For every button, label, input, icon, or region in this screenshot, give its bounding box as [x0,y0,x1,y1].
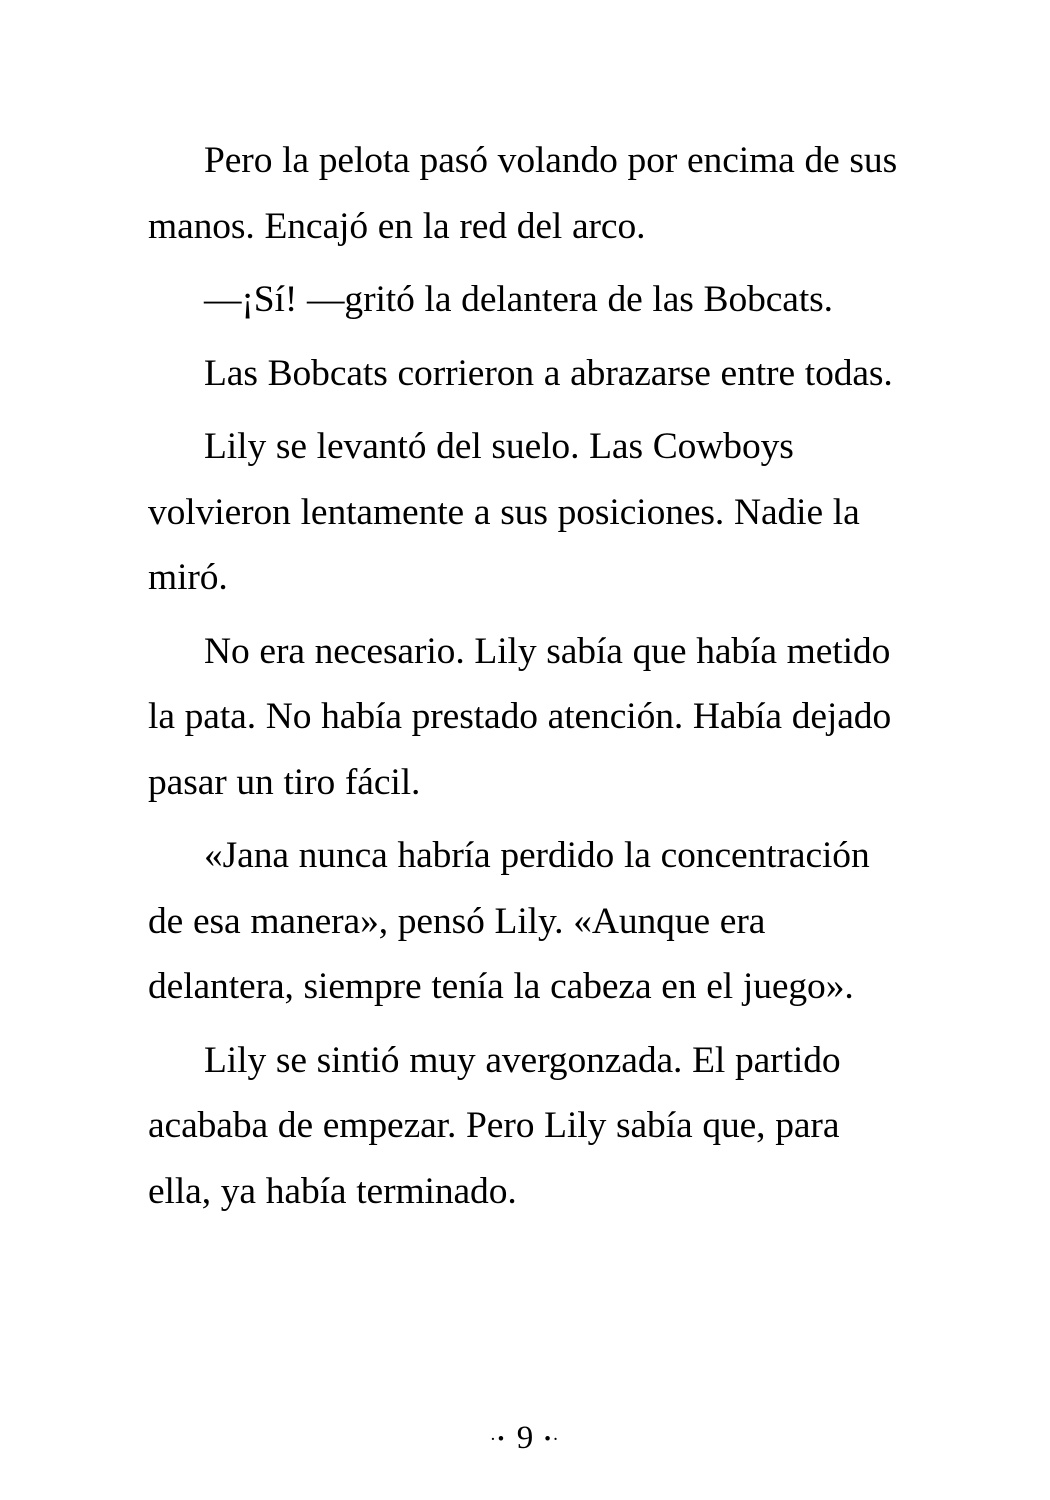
page-number: 9 [516,1420,534,1456]
paragraph: No era necesario. Lily sabía que había metido la pata. No había prestado atención. Había dejado pasar un tiro fácil. [148,630,892,803]
paragraph: Las Bobcats corrieron a abrazarse entre todas. [204,352,893,394]
paragraph: Lily se levantó del suelo. Las Cowboys volvieron lentamente a sus posiciones. Nadie la miró. [148,426,860,598]
ornament-right-icon: •· [544,1428,561,1450]
page-footer [0,1418,1050,1460]
page-text-block [148,128,900,1224]
paragraph: «Jana nunca habría perdido la concentración de esa manera», pensó Lily. «Aunque era delantera, siempre tenía la cabeza en el juego». [148,835,870,1007]
ornament-left-icon: ·• [489,1428,506,1450]
paragraph: Pero la pelota pasó volando por encima de sus manos. Encajó en la red del arco. [148,140,898,247]
paragraph: Lily se sintió muy avergonzada. El partido acababa de empezar. Pero Lily sabía que, para ella, ya había terminado. [148,1039,841,1212]
paragraph: —¡Sí! —gritó la delantera de las Bobcats. [204,279,833,320]
